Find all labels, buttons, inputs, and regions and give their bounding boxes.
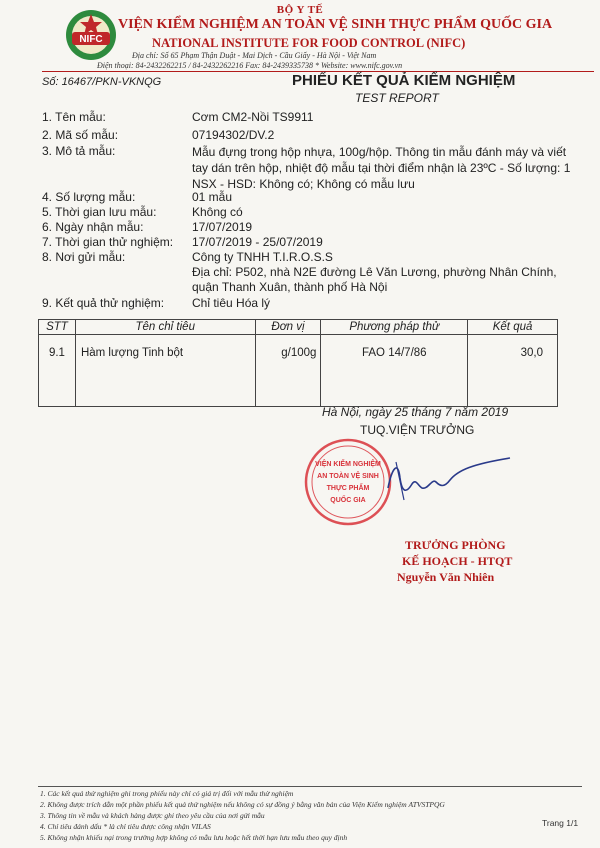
table-cell: g/100g [255,335,321,407]
field-label: 3. Mô tả mẫu: [42,144,116,158]
signer-department: KẾ HOẠCH - HTQT [402,554,513,568]
field-label: 6. Ngày nhận mẫu: [42,220,144,234]
table-cell: 9.1 [39,335,76,407]
institute-address: Địa chỉ: Số 65 Phạm Thận Duật - Mai Dịch - Cầu Giấy - Hà Nội - Việt Nam [132,51,377,60]
table-header-row [39,320,558,335]
field-value: 01 mẫu [192,190,233,204]
signature-date: Hà Nội, ngày 25 tháng 7 năm 2019 [322,405,509,419]
table-cell: 30,0 [468,335,558,407]
table-row [39,335,558,407]
nifc-logo [64,8,118,62]
table-header: Tên chỉ tiêu [75,320,255,335]
footnote: 1. Các kết quả thử nghiệm ghi trong phiếu này chỉ có giá trị đối với mẫu thử nghiệm [40,789,294,798]
field-label: 1. Tên mẫu: [42,110,106,124]
table-cell: Hàm lượng Tinh bột [75,335,255,407]
field-label: 2. Mã số mẫu: [42,128,119,142]
footnote: 4. Chỉ tiêu đánh dấu * là chỉ tiêu được công nhận VILAS [40,822,211,831]
field-value: Mẫu đựng trong hộp nhựa, 100g/hộp. Thông tin mẫu đánh máy và viết tay dán trên hộp, nhiệt độ mẫu tại thời điểm nhận là 23ºC - Số lượng: 1 NSX - HSD: Không có; Không có mẫu lưu [192,145,571,191]
stamp-text: VIỆN KIỂM NGHIỆM [315,461,381,468]
signer-role: TRƯỞNG PHÒNG [405,538,506,552]
footnote: 5. Không nhận khiếu nại trong trường hợp không có mẫu lưu hoặc hết thời hạn lưu mẫu theo quy định [40,833,348,842]
field-value: 17/07/2019 [192,220,253,234]
field-label: 5. Thời gian lưu mẫu: [42,205,157,219]
field-value: 07194302/DV.2 [192,128,275,142]
table-header: STT [39,320,76,335]
logo-text: NIFC [79,34,103,45]
field-label: 8. Nơi gửi mẫu: [42,250,126,264]
field-value: Không có [192,205,243,219]
table-header: Phương pháp thử [321,320,468,335]
field-value: Công ty TNHH T.I.R.O.S.S [192,250,333,264]
report-title-en: TEST REPORT [355,91,439,105]
stamp-text: THỰC PHẨM [326,485,370,492]
signer-name: Nguyễn Văn Nhiên [397,570,495,584]
field-value: Chỉ tiêu Hóa lý [192,296,271,310]
institute-contact: Điện thoại: 84-2432262215 / 84-2432262216 Fax: 84-2439335738 * Website: www.nifc.gov.vn [97,61,403,70]
field-value: Cơm CM2-Nồi TS9911 [192,110,314,124]
handwritten-signature [378,448,518,508]
footer-divider [38,786,582,787]
table-cell: FAO 14/7/86 [321,335,468,407]
footnote: 3. Thông tin về mẫu và khách hàng được ghi theo yêu cầu của nơi gửi mẫu [40,811,265,820]
field-value: 17/07/2019 - 25/07/2019 [192,235,323,249]
signature-title: TUQ.VIỆN TRƯỞNG [360,423,475,437]
report-title-vn: PHIẾU KẾT QUẢ KIỂM NGHIỆM [292,72,516,89]
field-label: 4. Số lượng mẫu: [42,190,136,204]
stamp-text: QUỐC GIA [330,497,366,504]
field-label: 9. Kết quả thử nghiệm: [42,296,165,310]
institute-name-en: NATIONAL INSTITUTE FOR FOOD CONTROL (NIFC) [152,36,466,50]
table-header: Kết quả [468,320,558,335]
field-label: 7. Thời gian thử nghiệm: [42,235,174,249]
table-header: Đơn vị [255,320,321,335]
page-number: Trang 1/1 [542,818,579,828]
footnote: 2. Không được trích dẫn một phần phiếu kết quả thử nghiệm nếu không có sự đồng ý bằng văn bản của Viện Kiểm nghiệm ATVSTPQG [40,800,445,809]
field-value-address: Địa chỉ: P502, nhà N2E đường Lê Văn Lương, phường Nhân Chính, quận Thanh Xuân, thành phố Hà Nội [192,265,557,294]
ministry-name: BỘ Y TẾ [276,4,324,16]
results-table [38,319,558,407]
institute-name-vn: VIỆN KIỂM NGHIỆM AN TOÀN VỆ SINH THỰC PHẨM QUỐC GIA [118,17,553,32]
report-number: Số: 16467/PKN-VKNQG [42,76,162,88]
stamp-text: AN TOÀN VỆ SINH [317,473,379,480]
